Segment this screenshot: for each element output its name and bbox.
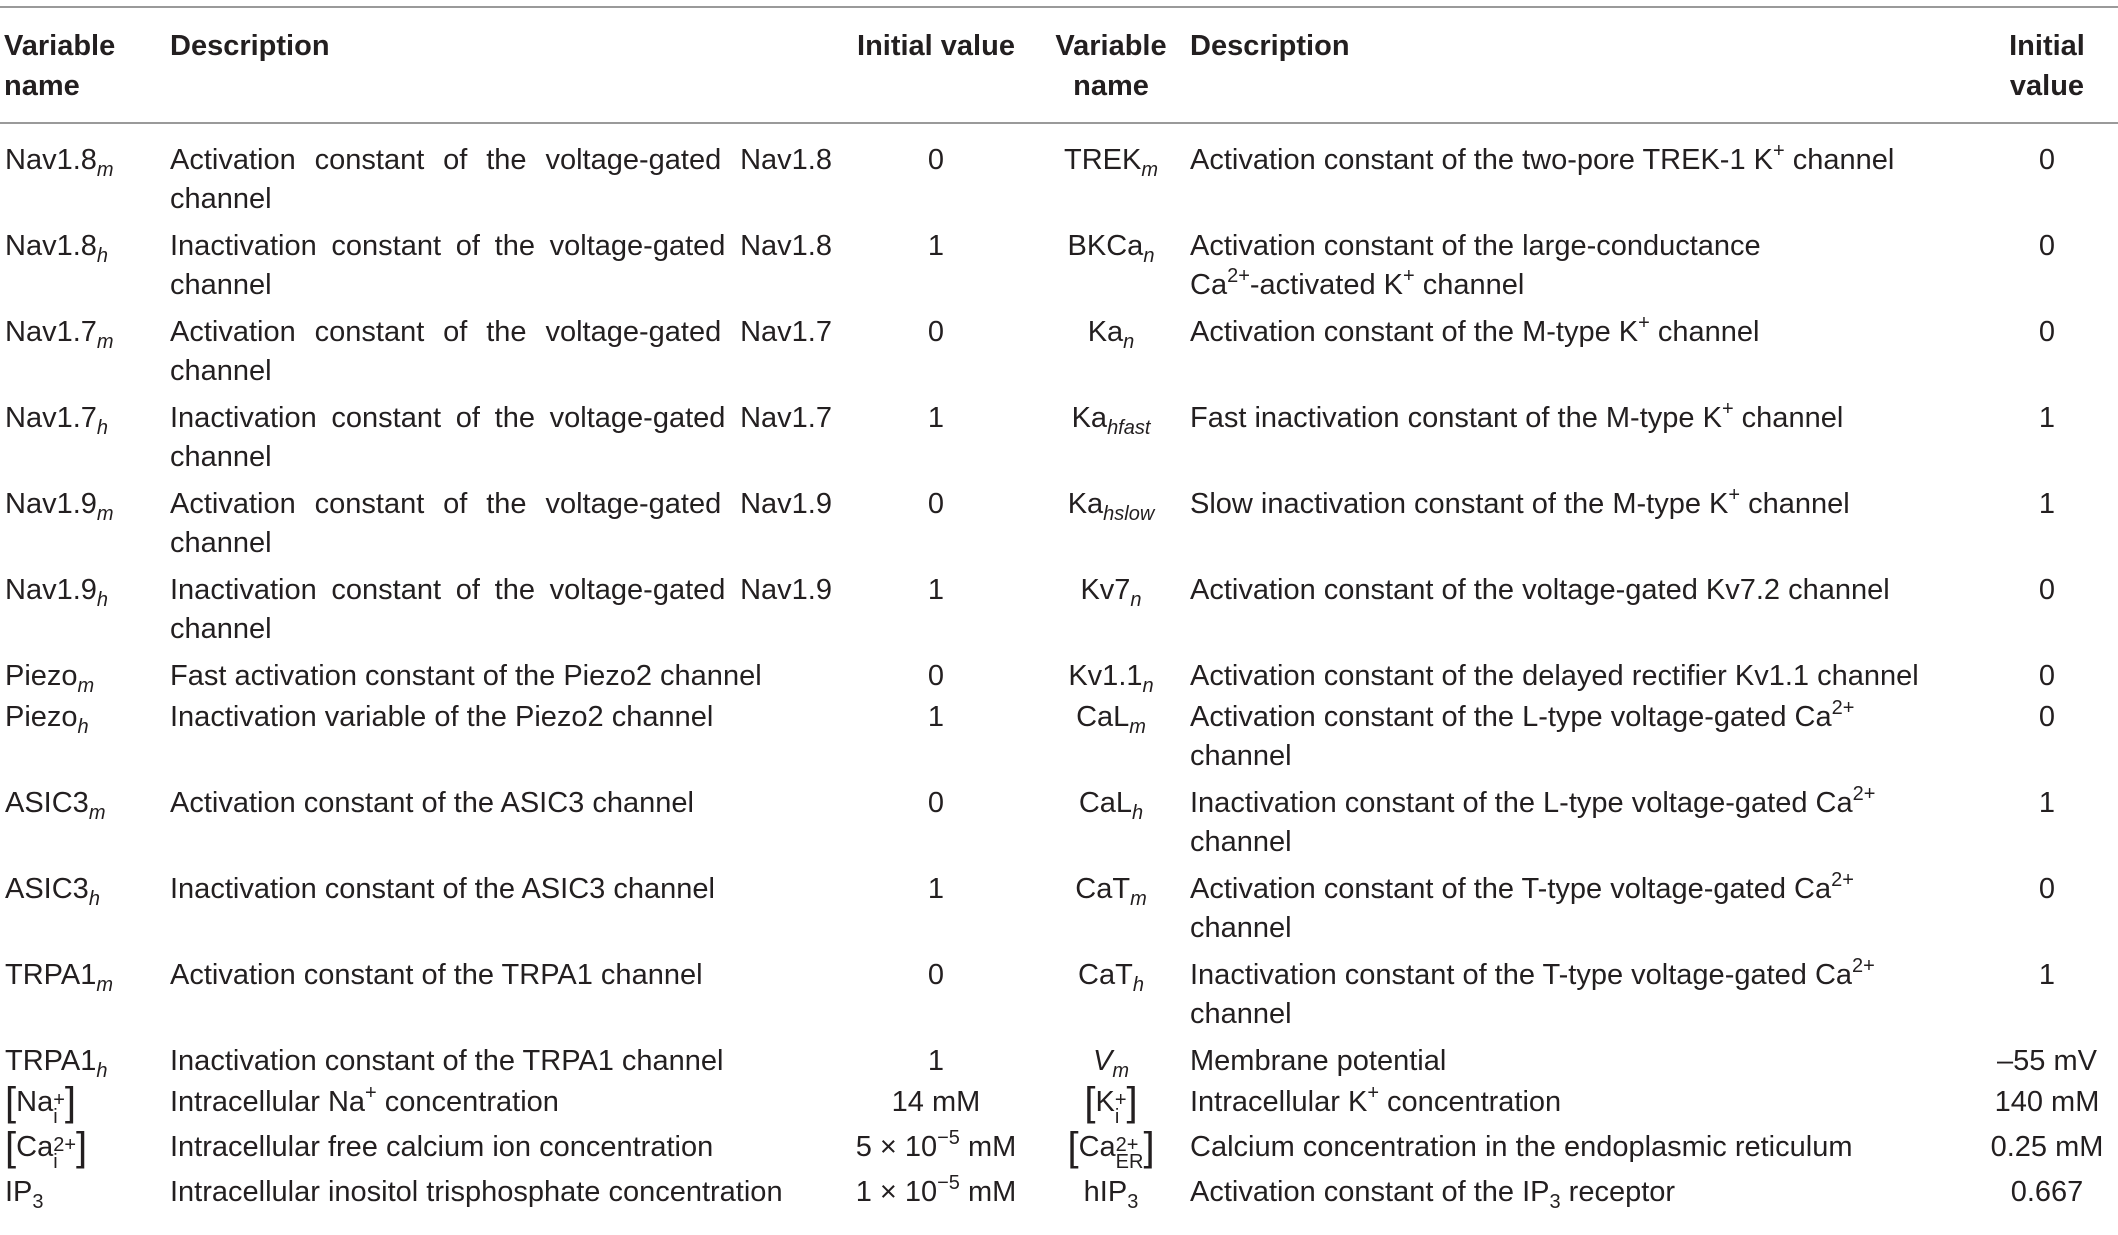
sub-sup-stack	[53, 1134, 77, 1173]
sub-sup-stack	[53, 1089, 65, 1128]
description-text: Intracellular K	[1190, 1086, 1368, 1118]
description-cell: Membrane potential	[1190, 1045, 1447, 1077]
description-cell: Inactivation constant of the voltage-gated Nav1.8 channel	[170, 230, 832, 301]
initial-value-cell: 1	[2038, 402, 2056, 434]
variable-subscript: m	[96, 159, 114, 181]
variable-base: Nav1.9	[5, 574, 97, 606]
value-mantissa: 5 × 10	[855, 1131, 938, 1163]
variable-name-cell	[0, 784, 166, 870]
bracket-close: ]	[64, 1080, 77, 1124]
variable-subscript: h	[96, 245, 109, 267]
variable-base: Kv7	[1080, 574, 1131, 606]
value-mantissa: 1 × 10	[855, 1176, 938, 1208]
initial-value-cell: 0	[2038, 230, 2056, 262]
table-row	[0, 784, 2118, 870]
description-text: channel	[1740, 488, 1850, 520]
variable-base: CaT	[1075, 873, 1131, 905]
variable-base: TRPA1	[5, 1045, 97, 1077]
variable-base: Ca	[1078, 1131, 1116, 1163]
variable-base: TREK	[1063, 144, 1142, 176]
header-initial-value-right: Initial value	[2009, 30, 2085, 102]
initial-value-cell: 1	[2038, 787, 2056, 819]
variable-name-cell	[1036, 870, 1186, 956]
variable-base: Nav1.8	[5, 230, 97, 262]
table-row	[0, 313, 2118, 399]
description-cell: Intracellular inositol trisphosphate concentration	[170, 1176, 783, 1208]
initial-value-cell: 0	[2038, 144, 2056, 176]
description-superscript: +	[1367, 1082, 1379, 1104]
variable-base: BKCa	[1067, 230, 1144, 262]
initial-value-cell: 1	[927, 873, 945, 905]
initial-value-cell: –55 mV	[1997, 1045, 2097, 1077]
variable-name-cell	[0, 227, 166, 313]
variable-name-cell	[0, 870, 166, 956]
description-subscript: 3	[1549, 1191, 1561, 1213]
variable-superscript: +	[1114, 1089, 1127, 1111]
variable-subscript: h	[88, 888, 100, 910]
description-superscript: +	[1403, 265, 1415, 287]
header-variable-name-right: Variable name	[1055, 30, 1167, 102]
variable-subscript: m	[77, 675, 95, 697]
bracket-open: [	[5, 1080, 17, 1124]
table-row	[0, 399, 2118, 485]
variable-subscript: h	[1132, 802, 1144, 824]
description-cell	[1186, 399, 1976, 485]
variable-name-cell	[1036, 956, 1186, 1042]
variable-name-cell	[0, 313, 166, 399]
variable-name-cell	[0, 123, 166, 227]
description-text: channel	[1190, 826, 1292, 858]
description-text: Inactivation constant of the T-type voltage-gated Ca	[1190, 959, 1853, 991]
variable-base: IP	[5, 1176, 33, 1208]
table-row	[0, 1173, 2118, 1214]
initial-value-cell: 0	[2038, 701, 2056, 733]
description-text: channel	[1784, 144, 1895, 176]
variable-name-cell	[0, 1042, 166, 1083]
variable-subscript: m	[96, 974, 113, 996]
table-row	[0, 571, 2118, 657]
variable-subscript: h	[96, 1060, 108, 1082]
bracket-open: [	[5, 1125, 17, 1169]
description-cell	[1186, 485, 1976, 571]
initial-value-cell: 1	[2038, 959, 2056, 991]
initial-value-cell: 1	[927, 402, 945, 434]
variable-name-cell	[1036, 657, 1186, 698]
description-text: Activation constant of the M-type K	[1190, 316, 1639, 348]
variable-subscript: h	[1132, 974, 1144, 996]
description-cell: Inactivation constant of the ASIC3 channel	[170, 873, 715, 905]
variable-base: Piezo	[5, 701, 78, 733]
value-exponent: −5	[937, 1127, 960, 1149]
variable-subscript: n	[1130, 589, 1142, 611]
description-cell: Activation constant of the delayed rectifier Kv1.1 channel	[1190, 660, 1919, 692]
description-superscript: 2+	[1831, 697, 1855, 719]
description-text: Activation constant of the two-pore TREK-1 K	[1190, 144, 1773, 176]
variable-name-cell	[1036, 313, 1186, 399]
description-text: Activation constant of the L-type voltage-gated Ca	[1190, 701, 1832, 733]
table-row	[0, 123, 2118, 227]
variable-subscript: m	[1112, 1060, 1129, 1082]
initial-value-cell: 0	[927, 959, 945, 991]
table-row	[0, 956, 2118, 1042]
header-initial-value-left: Initial value	[857, 30, 1015, 62]
description-superscript: +	[1638, 312, 1650, 334]
variable-subscript: n	[1123, 331, 1135, 353]
variable-subscript: m	[1129, 716, 1146, 738]
variable-name-cell	[0, 657, 166, 698]
variable-subscript: n	[1142, 675, 1154, 697]
variable-subscript: n	[1143, 245, 1155, 267]
variable-base: Nav1.7	[5, 402, 97, 434]
description-cell: Activation constant of the voltage-gated Nav1.8 channel	[170, 144, 832, 215]
variable-name-cell	[0, 698, 166, 784]
variable-subscript: hslow	[1103, 503, 1155, 525]
description-text: -activated K	[1249, 269, 1404, 301]
initial-value-cell: 1	[927, 1045, 945, 1077]
table-row	[0, 698, 2118, 784]
variable-base: Ka	[1067, 488, 1104, 520]
variable-base: Ka	[1071, 402, 1108, 434]
variable-base: V	[1092, 1045, 1113, 1077]
description-text: Activation constant of the IP	[1190, 1176, 1550, 1208]
value-exponent: −5	[937, 1172, 960, 1194]
variable-subscript: 3	[32, 1191, 44, 1213]
variable-superscript: 2+	[53, 1134, 77, 1156]
variable-name-cell	[1036, 1080, 1186, 1128]
description-cell: Activation constant of the voltage-gated Nav1.9 channel	[170, 488, 832, 559]
table-row	[0, 1128, 2118, 1173]
sub-sup-stack	[1114, 1089, 1127, 1128]
variable-subscript: i	[53, 1106, 58, 1128]
description-cell	[1186, 870, 1976, 956]
initial-value-cell: 0	[927, 787, 945, 819]
variable-subscript: m	[96, 503, 114, 525]
header-description-left: Description	[170, 30, 330, 62]
variable-subscript: m	[1130, 888, 1147, 910]
description-cell: Inactivation constant of the voltage-gated Nav1.9 channel	[170, 574, 832, 645]
description-cell	[1186, 1173, 1976, 1214]
description-text: concentration	[1379, 1086, 1562, 1118]
variable-base: Ka	[1087, 316, 1124, 348]
description-cell	[1186, 698, 1976, 784]
sub-sup-stack	[1115, 1134, 1144, 1173]
variable-name-cell	[1036, 784, 1186, 870]
initial-value-cell: 1	[927, 574, 945, 606]
variable-subscript: h	[77, 716, 89, 738]
variable-name-cell	[1036, 227, 1186, 313]
variable-superscript: 2+	[1115, 1134, 1139, 1156]
variable-subscript: ER	[1115, 1151, 1144, 1173]
description-cell	[1186, 123, 1976, 227]
variables-table	[0, 6, 2118, 1214]
table-row	[0, 657, 2118, 698]
variable-name-cell	[1036, 698, 1186, 784]
variable-subscript: i	[53, 1151, 58, 1173]
description-superscript: +	[1728, 484, 1741, 506]
description-text: channel	[1649, 316, 1760, 348]
initial-value-cell: 0	[2038, 660, 2056, 692]
bracket-open: [	[1067, 1125, 1079, 1169]
initial-value-cell: 1	[927, 701, 945, 733]
variable-name-cell	[1036, 123, 1186, 227]
variable-subscript: 3	[1127, 1191, 1139, 1213]
description-text: concentration	[376, 1086, 559, 1118]
variables-table-container	[0, 6, 2118, 1214]
table-row	[0, 1042, 2118, 1083]
variable-name-cell	[0, 1080, 166, 1128]
variable-name-cell	[0, 571, 166, 657]
initial-value-cell: 0.25 mM	[1990, 1131, 2104, 1163]
initial-value-cell	[836, 1173, 1036, 1214]
description-cell	[1186, 1083, 1976, 1128]
description-superscript: +	[1772, 140, 1785, 162]
variable-base: CaL	[1076, 701, 1130, 733]
variable-base: Nav1.9	[5, 488, 97, 520]
description-cell	[1186, 227, 1976, 313]
variable-name-cell	[0, 1173, 166, 1214]
description-cell: Activation constant of the voltage-gated Nav1.7 channel	[170, 316, 832, 387]
variable-subscript: hfast	[1107, 417, 1151, 439]
description-text: Slow inactivation constant of the M-type K	[1190, 488, 1729, 520]
initial-value-cell	[836, 1128, 1036, 1173]
bracket-close: ]	[1126, 1080, 1138, 1124]
description-text: channel	[1190, 998, 1292, 1030]
variable-subscript: m	[96, 331, 114, 353]
initial-value-cell: 0	[2038, 316, 2056, 348]
variable-base: hIP	[1083, 1176, 1128, 1208]
variable-name-cell	[0, 956, 166, 1042]
variable-base: ASIC3	[5, 873, 89, 905]
variable-base: Kv1.1	[1068, 660, 1143, 692]
initial-value-cell: 140 mM	[1994, 1086, 2100, 1118]
variable-base: TRPA1	[5, 959, 97, 991]
variable-base: CaL	[1078, 787, 1133, 819]
variable-subscript: m	[1141, 159, 1158, 181]
initial-value-cell: 0	[927, 144, 945, 176]
variable-base: K	[1095, 1086, 1115, 1118]
header-row	[0, 7, 2118, 123]
description-text: Intracellular Na	[170, 1086, 366, 1118]
variable-name-cell	[1036, 1173, 1186, 1214]
variable-base: Nav1.8	[5, 144, 97, 176]
description-superscript: +	[1721, 398, 1734, 420]
description-cell	[1186, 313, 1976, 399]
initial-value-cell: 0.667	[2010, 1176, 2084, 1208]
table-row	[0, 227, 2118, 313]
description-cell: Inactivation constant of the TRPA1 channel	[170, 1045, 724, 1077]
initial-value-cell: 14 mM	[891, 1086, 981, 1118]
value-unit: mM	[959, 1176, 1017, 1208]
variable-name-cell	[0, 1125, 166, 1173]
description-text: Ca	[1190, 269, 1228, 301]
variable-name-cell	[1036, 571, 1186, 657]
description-text: channel	[1733, 402, 1844, 434]
description-text: receptor	[1560, 1176, 1676, 1208]
description-text: Inactivation constant of the L-type voltage-gated Ca	[1190, 787, 1853, 819]
description-superscript: +	[365, 1082, 377, 1104]
variable-name-cell	[1036, 485, 1186, 571]
description-superscript: 2+	[1831, 869, 1854, 891]
table-row	[0, 1083, 2118, 1128]
description-cell: Fast activation constant of the Piezo2 channel	[170, 660, 762, 692]
initial-value-cell: 0	[927, 488, 945, 520]
initial-value-cell: 1	[2038, 488, 2056, 520]
description-cell	[1186, 956, 1976, 1042]
description-cell: Activation constant of the voltage-gated Kv7.2 channel	[1190, 574, 1890, 606]
variable-name-cell	[0, 485, 166, 571]
variable-subscript: m	[88, 802, 106, 824]
variable-name-cell	[1036, 1125, 1186, 1173]
description-text: channel	[1190, 912, 1292, 944]
initial-value-cell: 1	[927, 230, 945, 262]
bracket-close: ]	[1143, 1125, 1155, 1169]
description-text: channel	[1414, 269, 1525, 301]
description-text: Activation constant of the T-type voltage-gated Ca	[1190, 873, 1832, 905]
variable-subscript: i	[1114, 1106, 1120, 1128]
description-superscript: 2+	[1852, 783, 1876, 805]
variable-name-cell	[1036, 399, 1186, 485]
variable-name-cell	[1036, 1042, 1186, 1083]
description-cell: Calcium concentration in the endoplasmic reticulum	[1190, 1131, 1853, 1163]
variable-base: ASIC3	[5, 787, 89, 819]
value-unit: mM	[959, 1131, 1017, 1163]
initial-value-cell: 0	[2038, 574, 2056, 606]
description-cell	[166, 1083, 836, 1128]
description-cell: Inactivation constant of the voltage-gated Nav1.7 channel	[170, 402, 832, 473]
description-text: Fast inactivation constant of the M-type K	[1190, 402, 1722, 434]
variable-subscript: h	[96, 417, 109, 439]
description-text: channel	[1190, 740, 1292, 772]
variable-base: Piezo	[5, 660, 78, 692]
initial-value-cell: 0	[927, 660, 945, 692]
variable-name-cell	[0, 399, 166, 485]
table-header	[0, 7, 2118, 123]
variable-base: CaT	[1078, 959, 1133, 991]
description-cell: Activation constant of the TRPA1 channel	[170, 959, 703, 991]
variable-subscript: h	[96, 589, 109, 611]
table-row	[0, 870, 2118, 956]
initial-value-cell: 0	[2038, 873, 2056, 905]
description-cell	[1186, 784, 1976, 870]
description-cell: Intracellular free calcium ion concentration	[170, 1131, 714, 1163]
description-text: Activation constant of the large-conductance	[1190, 230, 1761, 262]
variable-base: Nav1.7	[5, 316, 97, 348]
description-superscript: 2+	[1852, 955, 1875, 977]
header-description-right: Description	[1190, 30, 1350, 62]
table-body	[0, 123, 2118, 1214]
bracket-close: ]	[76, 1125, 88, 1169]
variable-base: Ca	[16, 1131, 54, 1163]
variable-superscript: +	[53, 1089, 65, 1111]
description-cell: Inactivation variable of the Piezo2 channel	[170, 701, 714, 733]
header-variable-name-left: Variable name	[4, 30, 116, 102]
description-cell: Activation constant of the ASIC3 channel	[170, 787, 694, 819]
description-superscript: 2+	[1227, 265, 1250, 287]
initial-value-cell: 0	[927, 316, 945, 348]
variable-base: Na	[16, 1086, 54, 1118]
table-row	[0, 485, 2118, 571]
bracket-open: [	[1084, 1080, 1096, 1124]
